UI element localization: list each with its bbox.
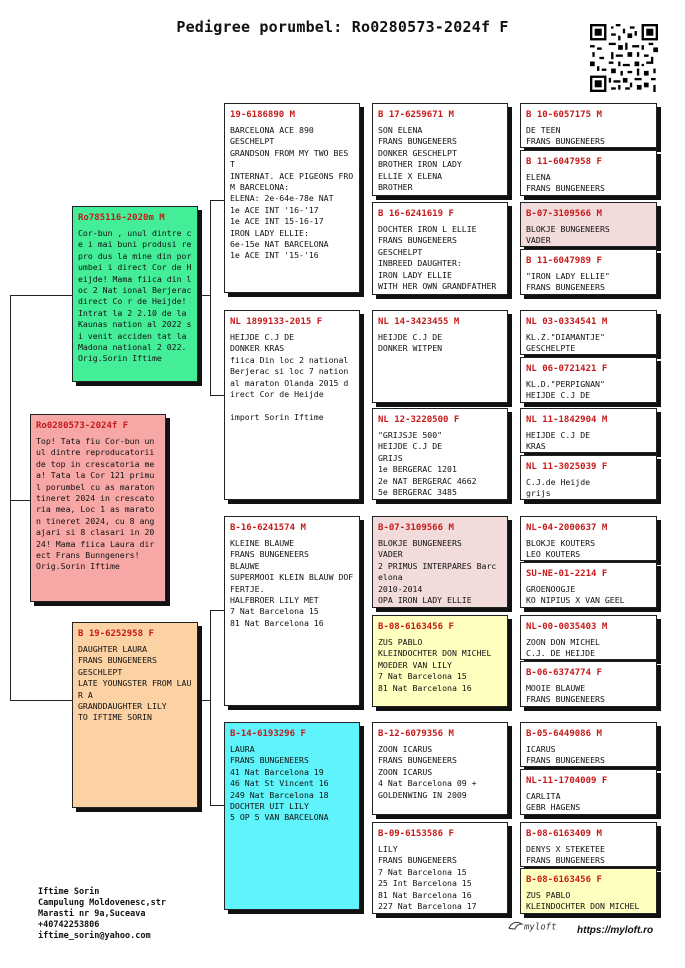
dam-id: B 19-6252958 F <box>78 629 154 639</box>
pigeon-notes: HEIJDE C.J DE KRAS <box>526 430 591 452</box>
ring-id: B 11-6047989 F <box>526 256 602 266</box>
gen2-card[interactable] <box>224 722 360 910</box>
pigeon-notes: DOCHTER IRON L ELLIE FRANS BUNGENEERS GESCHELPT INBREED DAUGHTER: IRON LADY ELLIE WITH HER OWN GRANDFATHER <box>378 224 497 292</box>
gen4-card[interactable] <box>520 769 657 815</box>
gen2-card[interactable] <box>224 310 360 500</box>
ring-id: B-08-6163456 F <box>378 622 454 632</box>
connector <box>10 500 30 501</box>
sire-card[interactable] <box>72 206 198 382</box>
ring-id: B 16-6241619 F <box>378 209 454 219</box>
gen4-card[interactable] <box>520 615 657 660</box>
ring-id: B-08-6163409 M <box>526 829 602 839</box>
ring-id: NL 1899133-2015 F <box>230 317 323 327</box>
connector <box>210 805 224 806</box>
connector <box>210 610 211 805</box>
pigeon-notes: ZUS PABLO KLEINDOCHTER DON MICHEL <box>526 890 640 912</box>
gen3-card[interactable] <box>372 615 508 707</box>
gen4-card[interactable] <box>520 103 657 148</box>
gen4-card[interactable] <box>520 408 657 453</box>
pigeon-notes: BLOKJE BUNGENEERS VADER 2 PRIMUS INTERPARES Barc elona 2010-2014 OPA IRON LADY ELLIE <box>378 538 497 606</box>
gen2-card[interactable] <box>224 103 360 293</box>
gen4-card[interactable] <box>520 516 657 561</box>
ring-id: NL-11-1704009 F <box>526 776 608 786</box>
pigeon-notes: KLEINE BLAUWE FRANS BUNGENEERS BLAUWE SUPERMOOI KLEIN BLAUW DOFFERTJE. HALFBROER LILY MET 7 Nat Barcelona 15 81 Nat Barcelona 16 <box>230 538 354 628</box>
gen4-card[interactable] <box>520 562 657 608</box>
brand-logo-text: myloft <box>524 922 557 933</box>
subject-notes: Top! Tata fiu Cor-bun un ul dintre reproducatorii de top in crescatoria me a! Tata la Cor 121 primu l porumbel cu as maraton tineret 2024 in crescato ria mea, Loc 1 as marato n tineret 2024, cu 8 ang ajari si 8 clasari in 20 24! Mama fiica Laura dir ect Frans Bunngeners! Orig.Sorin Iftime <box>36 436 155 572</box>
pigeon-notes: HEIJDE C.J DE DONKER KRAS fiica Din loc 2 national Berjerac si loc 7 nation al maraton Olanda 2015 d irect Cor de Heijde import Sorin Iftime <box>230 332 349 422</box>
gen3-card[interactable] <box>372 310 508 403</box>
ring-id: B-06-6374774 F <box>526 668 602 678</box>
pigeon-notes: DENYS X STEKETEE FRANS BUNGENEERS <box>526 844 605 866</box>
connector <box>10 700 72 701</box>
gen2-card[interactable] <box>224 516 360 706</box>
pigeon-notes: ELENA FRANS BUNGENEERS <box>526 172 605 194</box>
gen4-card[interactable] <box>520 357 657 403</box>
ring-id: NL 11-1842904 M <box>526 415 608 425</box>
ring-id: SU-NE-01-2214 F <box>526 569 608 579</box>
owner-address-line1: Campulung Moldovenesc,str <box>38 898 166 908</box>
pigeon-notes: DE TEEN FRANS BUNGENEERS <box>526 125 605 147</box>
ring-id: NL-00-0035403 M <box>526 622 608 632</box>
qr-code <box>590 24 658 92</box>
subject-id: Ro0280573-2024f F <box>36 421 129 431</box>
pigeon-notes: C.J.de Heijde grijs <box>526 477 591 499</box>
ring-id: B-14-6193296 F <box>230 729 306 739</box>
pigeon-notes: CARLITA GEBR HAGENS <box>526 791 581 813</box>
page-title: Pedigree porumbel: Ro0280573-2024f F <box>176 18 509 36</box>
connector <box>198 700 210 701</box>
gen4-card[interactable] <box>520 150 657 196</box>
ring-id: NL 11-3025039 F <box>526 462 608 472</box>
ring-id: NL 03-0334541 M <box>526 317 608 327</box>
pigeon-notes: KL.D."PERPIGNAN" HEIJDE C.J DE <box>526 379 605 401</box>
gen4-card[interactable] <box>520 310 657 355</box>
pigeon-notes: ZOON ICARUS FRANS BUNGENEERS ZOON ICARUS 4 Nat Barcelona 09 + GOLDENWING IN 2009 <box>378 744 477 800</box>
pigeon-notes: BLOKJE KOUTERS LEO KOUTERS <box>526 538 596 560</box>
ring-id: B-07-3109566 M <box>526 209 602 219</box>
ring-id: 19-6186890 M <box>230 110 296 120</box>
gen4-card[interactable] <box>520 868 657 914</box>
owner-name: Iftime Sorin <box>38 887 100 897</box>
ring-id: B 11-6047958 F <box>526 157 602 167</box>
ring-id: B-12-6079356 M <box>378 729 454 739</box>
gen3-card[interactable] <box>372 516 508 608</box>
gen3-card[interactable] <box>372 408 508 500</box>
pigeon-notes: ZOON DON MICHEL C.J. DE HEIJDE <box>526 637 600 659</box>
gen4-card[interactable] <box>520 455 657 500</box>
ring-id: NL 12-3220500 F <box>378 415 460 425</box>
pigeon-notes: SON ELENA FRANS BUNGENEERS DONKER GESCHELPT BROTHER IRON LADY ELLIE X ELENA BROTHER <box>378 125 462 193</box>
connector <box>210 610 224 611</box>
pigeon-notes: LAURA FRANS BUNGENEERS 41 Nat Barcelona 19 46 Nat St Vincent 16 249 Nat Barcelona 18 DOCHTER UIT LILY 5 OP 5 VAN BARCELONA <box>230 744 329 823</box>
owner-email[interactable]: iftime_sorin@yahoo.com <box>38 931 151 941</box>
pigeon-notes: MOOIE BLAUWE FRANS BUNGENEERS <box>526 683 605 705</box>
dam-notes: DAUGHTER LAURA FRANS BUNGENEERS GESCHLEPT LATE YOUNGSTER FROM LAUR A GRANDDAUGHTER LILY TO IFTIME SORIN <box>78 644 192 723</box>
connector <box>210 395 224 396</box>
pigeon-notes: BARCELONA ACE 890 GESCHELPT GRANDSON FROM MY TWO BES T INTERNAT. ACE PIGEONS FROM BARCELONA: ELENA: 2e-64e-78e NAT 1e ACE INT '16-'17 1e ACE INT 15-16-17 IRON LADY ELLIE: 6e-15e NAT BARCELONA 1e ACE INT '15-'16 <box>230 125 354 261</box>
gen4-card[interactable] <box>520 722 657 767</box>
gen4-card[interactable] <box>520 249 657 295</box>
connector <box>210 200 224 201</box>
connector <box>210 200 211 395</box>
gen4-card[interactable] <box>520 202 657 247</box>
ring-id: NL 06-0721421 F <box>526 364 608 374</box>
connector <box>10 295 72 296</box>
ring-id: NL-04-2000637 M <box>526 523 608 533</box>
gen3-card[interactable] <box>372 103 508 196</box>
pigeon-notes: "GRIJSJE 500" HEIJDE C.J DE GRIJS 1e BERGERAC 1201 2e NAT BERGERAC 4662 5e BERGERAC 3485 <box>378 430 477 498</box>
gen3-card[interactable] <box>372 202 508 295</box>
ring-id: B 17-6259671 M <box>378 110 454 120</box>
gen4-card[interactable] <box>520 822 657 867</box>
ring-id: B-07-3109566 M <box>378 523 454 533</box>
site-link[interactable]: https://myloft.ro <box>577 925 654 936</box>
gen3-card[interactable] <box>372 822 508 914</box>
ring-id: B-09-6153586 F <box>378 829 454 839</box>
pigeon-notes: BLOKJE BUNGENEERS VADER <box>526 224 610 246</box>
pigeon-notes: "IRON LADY ELLIE" FRANS BUNGENEERS <box>526 271 610 293</box>
ring-id: B-08-6163456 F <box>526 875 602 885</box>
pigeon-notes: LILY FRANS BUNGENEERS 7 Nat Barcelona 15 25 Int Barcelona 15 81 Nat Barcelona 16 227 Nat Barcelona 17 <box>378 844 477 912</box>
owner-address-line2: Marasti nr 9a,Suceava <box>38 909 146 919</box>
pigeon-notes: ZUS PABLO KLEINDOCHTER DON MICHEL MOEDER VAN LILY 7 Nat Barcelona 15 81 Nat Barcelona 16 <box>378 637 492 693</box>
pigeon-notes: GROENOOGJE KO NIPIUS X VAN GEEL <box>526 584 625 606</box>
ring-id: NL 14-3423455 M <box>378 317 460 327</box>
sire-id: Ro785116-2020m M <box>78 213 165 223</box>
gen3-card[interactable] <box>372 722 508 815</box>
ring-id: B 10-6057175 M <box>526 110 602 120</box>
owner-info <box>38 887 166 942</box>
connector <box>10 295 11 700</box>
pigeon-icon <box>508 920 524 934</box>
dam-card[interactable] <box>72 622 198 808</box>
pigeon-notes: KL.Z."DIAMANTJE" GESCHELPTE <box>526 332 605 354</box>
ring-id: B-16-6241574 M <box>230 523 306 533</box>
pigeon-notes: ICARUS FRANS BUNGENEERS <box>526 744 605 766</box>
pigeon-notes: HEIJDE C.J DE DONKER WITPEN <box>378 332 443 354</box>
subject-card[interactable] <box>30 414 166 602</box>
owner-phone: +40742253806 <box>38 920 100 930</box>
connector <box>198 295 210 296</box>
gen4-card[interactable] <box>520 661 657 707</box>
ring-id: B-05-6449086 M <box>526 729 602 739</box>
sire-notes: Cor-bun , unul dintre ce i mai buni produsi repro dus la mine din porumbei i direct Cor de Heijde! Mama fiica din loc 2 Nat ional Berjerac direct Co r de Heijde! Intrat la 2 2.10 de la Kaunas nation al 2022 si venit acciden tat la Madona national 2 022. Orig.Sorin Iftime <box>78 228 192 364</box>
myloft-logo <box>508 920 568 936</box>
